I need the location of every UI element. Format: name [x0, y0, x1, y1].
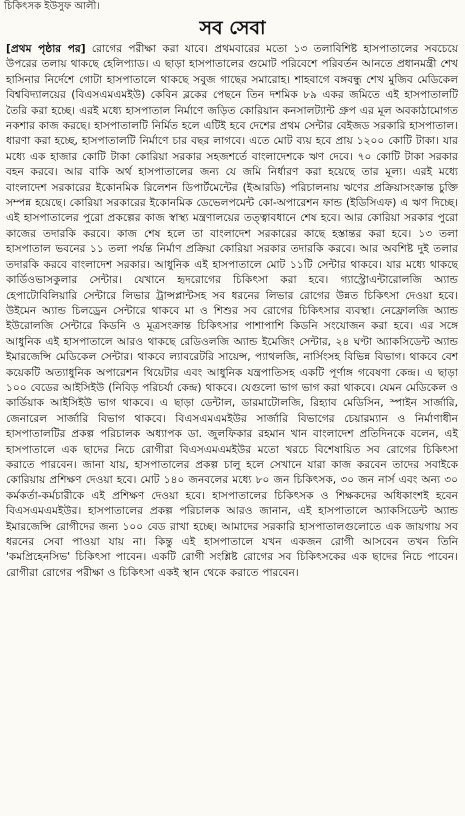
- article-body-text: রোগের পরীক্ষা করা যাবে। প্রথমবারের মতো ১৩ তলাবিশিষ্ট হাসপাতালের সবচেয়ে উপরের তলায় থাকছে হেলিপ্যাড। এ ছাড়া হাসপাতালের গুমোট পরিবেশে পরিবর্তন আনতে প্রধানমন্ত্রী শেখ হাসিনার নির্দেশে গোটা হাসপাতালে থাকছে সবুজ গাছের সমারোহ। শাহবাগে বঙ্গবন্ধু শেখ মুজিব মেডিকেল বিশ্ববিদ্যালয়ের (বিএসএমএমইউ) কেবিন ব্লকের পেছনে তিন দশমিক ৮৯ একর জমিতে এই হাসপাতালটি তৈরি করা হচ্ছে। এরই মধ্যে হাসপাতাল নির্মাণে জড়িত কোরিয়ান কনসালট্যান্ট গ্রুপ এর মূল অবকাঠামোগত নকশার কাজ করছে। হাসপাতালটি নির্মিত হলে এটিই হবে দেশের প্রথম সেন্টার বেইজড সরকারি হাসপাতাল। ধারণা করা হচ্ছে, হাসপাতালটি নির্মাণে চার বছর লাগবে। এতে মোট ব্যয় হবে প্রায় ১২০০ কোটি টাকা। যার মধ্যে এক হাজার কোটি টাকা কোরিয়া সরকার সহজশর্তে বাংলাদেশকে ঋণ দেবে। ৭০ কোটি টাকা সরকার বহন করবে। আর বাকি অর্থ হাসপাতালের জন্য যে জমি নির্ধারণ করা হয়েছে তার মূল্য। এরই মধ্যে বাংলাদেশ সরকারের ইকোনমিক রিলেশন ডিপার্টমেন্টের (ইআরডি) পরিচালনায় ঋণের প্রক্রিয়াসংক্রান্ত চুক্তি সম্পন্ন হয়েছে। কোরিয়া সরকারের ইকোনমিক ডেভেলপমেন্ট কো-অপারেশন ফান্ড (ইডিসিএফ) এ ঋণ দিচ্ছে। এই হাসপাতালের পুরো প্রকল্পের কাজ স্বাস্থ্য মন্ত্রণালয়ের তত্ত্বাবধানে শেষ হবে। আর কোরিয়া সরকার পুরো কাজের তদারকি করবে। কাজ শেষ হলে তা বাংলাদেশ সরকারের কাছে হস্তান্তর করা হবে। ১৩ তলা হাসপাতাল ভবনের ১১ তলা পর্যন্ত নির্মাণ প্রক্রিয়া কোরিয়া সরকার তদারকি করবে। আর অবশিষ্ট দুই তলার তদারকি করবে বাংলাদেশ সরকার। আধুনিক এই হাসপাতালে মোট ১১টি সেন্টার থাকবে। যার মধ্যে থাকছে কার্ডিওভাসকুলার সেন্টার। যেখানে হৃদরোগের চিকিৎসা করা হবে। গ্যাস্ট্রোএন্টারোলজি অ্যান্ড হেপাটোবিলিয়ারি সেন্টারে লিভার ট্রান্সপ্লান্টসহ সব ধরনের লিভার রোগের উন্নত চিকিৎসা দেওয়া হবে। উইমেন অ্যান্ড চিলড্রেন সেন্টারে থাকবে মা ও শিশুর সব রোগের চিকিৎসার ব্যবস্থা। নেফ্রোলজি অ্যান্ড ইউরোলজি সেন্টারে কিডনি ও মূত্রসংক্রান্ত চিকিৎসার পাশাপাশি কিডনি সংযোজন করা হবে। এর সঙ্গে আধুনিক এই হাসপাতালে আরও থাকছে রেডিওলজি অ্যান্ড ইমেজিং সেন্টার, ২৪ ঘণ্টা অ্যাকসিডেন্ট অ্যান্ড ইমারজেন্সি মেডিকেল সেন্টার। থাকবে ল্যাবরেটরি সায়েন্স, প্যাথলজি, নার্সিংসহ বিভিন্ন বিভাগ। থাকবে বেশ কয়েকটি অত্যাধুনিক অপারেশন থিয়েটার এবং আধুনিক যন্ত্রপাতিসহ একটি পূর্ণাঙ্গ গবেষণা কেন্দ্র। এ ছাড়া ১০০ বেডের আইসিইউ (নিবিড় পরিচর্যা কেন্দ্র) থাকবে। যেগুলো ভাগ ভাগ করা থাকবে। যেমন মেডিকেল ও কার্ডিয়াক আইসিইউ ভাগ থাকবে। এ ছাড়া ডেন্টাল, ডারমাটোলজি, রিহ্যাব মেডিসিন, স্পাইন সার্জারি, জেনারেল সার্জারি বিভাগ থাকবে। বিএসএমএমইউর সার্জারি বিভাগের চেয়ারম্যান ও নির্মাণাধীন হাসপাতালটির প্রকল্প পরিচালক অধ্যাপক ডা. জুলফিকার রহমান খান বাংলাদেশ প্রতিদিনকে বলেন, এই হাসপাতালে এক ছাদের নিচে রোগীরা বিএসএমএমইউর মতো খরচে বিশেষায়িত সব রোগের চিকিৎসা করাতে পারবেন। জানা যায়, হাসপাতালের প্রকল্প চালু হলে সেখানে যারা কাজ করবেন তাদের সবাইকে কোরিয়ায় প্রশিক্ষণ দেওয়া হবে। মোট ১৪০ জনবলের মধ্যে ৮০ জন চিকিৎসক, ৩০ জন নার্স এবং অন্য ৩০ কর্মকর্তা-কর্মচারীকে এই প্রশিক্ষণ দেওয়া হবে। হাসপাতালের চিকিৎসক ও শিক্ষকদের অধিকাংশই হবেন বিএসএমএমইউর। হাসপাতালের প্রকল্প পরিচালক আরও জানান, এই হাসপাতালে অ্যাকসিডেন্ট অ্যান্ড ইমারজেন্সি রোগীদের জন্য ১০০ বেড রাখা হচ্ছে। আমাদের সরকারি হাসপাতালগুলোতে এক জায়গায় সব ধরনের সেবা পাওয়া যায় না। কিন্তু এই হাসপাতালে যখন একজন রোগী আসবেন তখন তিনি 'কমপ্রিহেনসিভ' চিকিৎসা পাবেন। একটি রোগী সংশ্লিষ্ট রোগের সব চিকিৎসকের এক ছাদের নিচে পাবেন। রোগীরা রোগের পরীক্ষা ও চিকিৎসা একই স্থান থেকে করাতে পারবেন।: [6, 43, 458, 579]
- article-body: [0, 40, 465, 581]
- article-headline: সব সেবা: [199, 17, 266, 39]
- continued-marker: [প্রথম পৃষ্ঠার পর]: [6, 43, 86, 55]
- previous-article-fragment: চিকিৎসক ইউসুফ আলী।: [4, 1, 100, 12]
